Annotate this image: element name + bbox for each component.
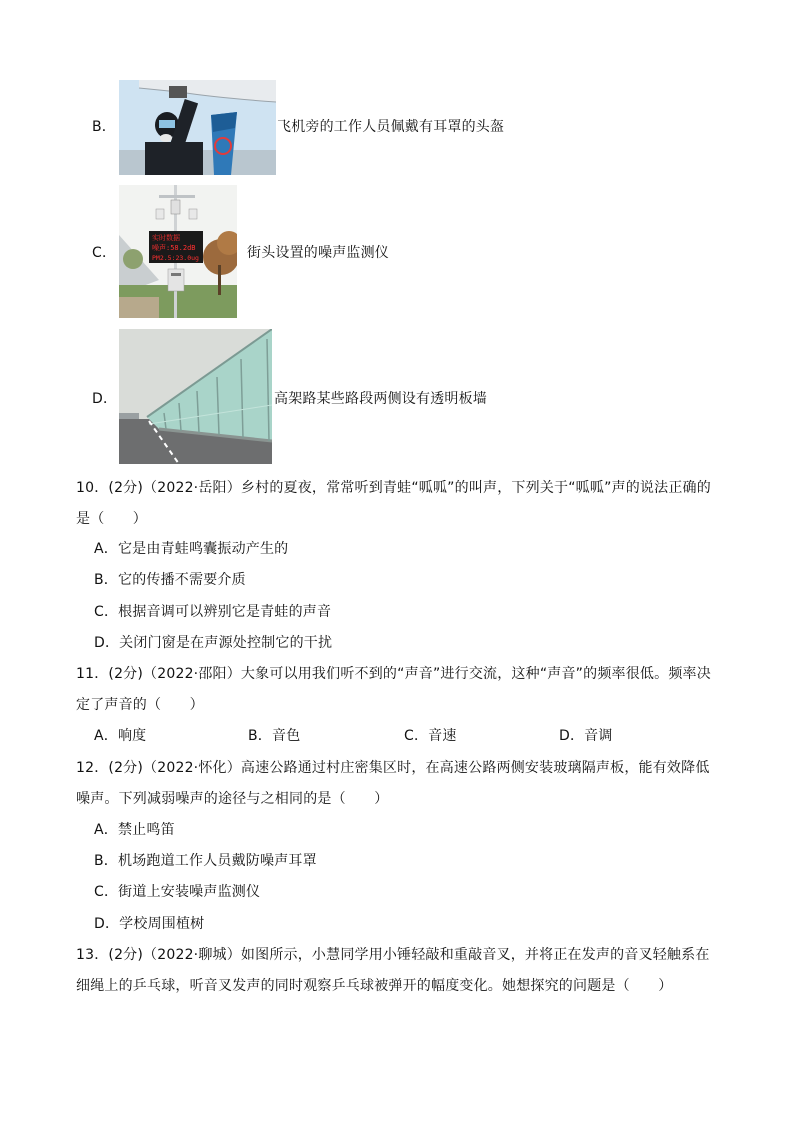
elevated-road-transparent-barrier-photo	[119, 329, 272, 464]
street-noise-monitor-photo	[119, 185, 237, 318]
q11-option-c: C．音速	[404, 728, 457, 744]
option-c-text: 街头设置的噪声监测仪	[247, 245, 389, 261]
q11-stem-line2: 定了声音的（ ）	[76, 697, 204, 713]
q12-stem-line1: 12．(2分)（2022·怀化）高速公路通过村庄密集区时，在高速公路两侧安装玻璃隔声板，能有效降低	[76, 760, 710, 776]
q10-option-d: D．关闭门窗是在声源处控制它的干扰	[94, 635, 333, 651]
q10-stem-line1: 10．(2分)（2022·岳阳）乡村的夏夜，常常听到青蛙“呱呱”的叫声，下列关于“呱呱”声的说法正确的	[76, 480, 711, 496]
q11-stem-line1: 11．(2分)（2022·邵阳）大象可以用我们听不到的“声音”进行交流，这种“声音”的频率很低。频率决	[76, 666, 711, 682]
q13-stem-line1: 13．(2分)（2022·聊城）如图所示，小慧同学用小锤轻敲和重敲音叉，并将正在发声的音叉轻触系在	[76, 947, 710, 963]
q12-option-b: B．机场跑道工作人员戴防噪声耳罩	[94, 853, 317, 869]
q11-option-d: D．音调	[559, 728, 613, 744]
q10-stem-line2: 是（ ）	[76, 511, 147, 527]
q11-option-b: B．音色	[248, 728, 301, 744]
noise-sign-line1: 实时数据	[152, 234, 180, 242]
q10-option-b: B．它的传播不需要介质	[94, 572, 246, 588]
q10-option-a: A．它是由青蛙鸣囊振动产生的	[94, 541, 289, 557]
option-c-letter: C．	[92, 245, 117, 261]
q12-option-d: D．学校周围植树	[94, 916, 205, 932]
q12-option-a: A．禁止鸣笛	[94, 822, 175, 838]
q10-option-c: C．根据音调可以辨别它是青蛙的声音	[94, 604, 332, 620]
noise-sign-line3: PM2.5:23.0ug	[152, 254, 199, 262]
q13-stem-line2: 细绳上的乒乓球，听音叉发声的同时观察乒乓球被弹开的幅度变化。她想探究的问题是（ ）	[76, 978, 673, 994]
q11-option-a: A．响度	[94, 728, 147, 744]
option-b-text: 飞机旁的工作人员佩戴有耳罩的头盔	[277, 119, 505, 135]
option-b-letter: B．	[92, 119, 117, 135]
q12-stem-line2: 噪声。下列减弱噪声的途径与之相同的是（ ）	[76, 791, 389, 807]
option-d-letter: D．	[92, 391, 118, 407]
option-d-text: 高架路某些路段两侧设有透明板墙	[274, 391, 487, 407]
noise-sign-line2: 噪声:58.2dB	[152, 244, 196, 252]
q12-option-c: C．街道上安装噪声监测仪	[94, 884, 261, 900]
airport-worker-with-earmuffs-photo	[119, 80, 276, 175]
